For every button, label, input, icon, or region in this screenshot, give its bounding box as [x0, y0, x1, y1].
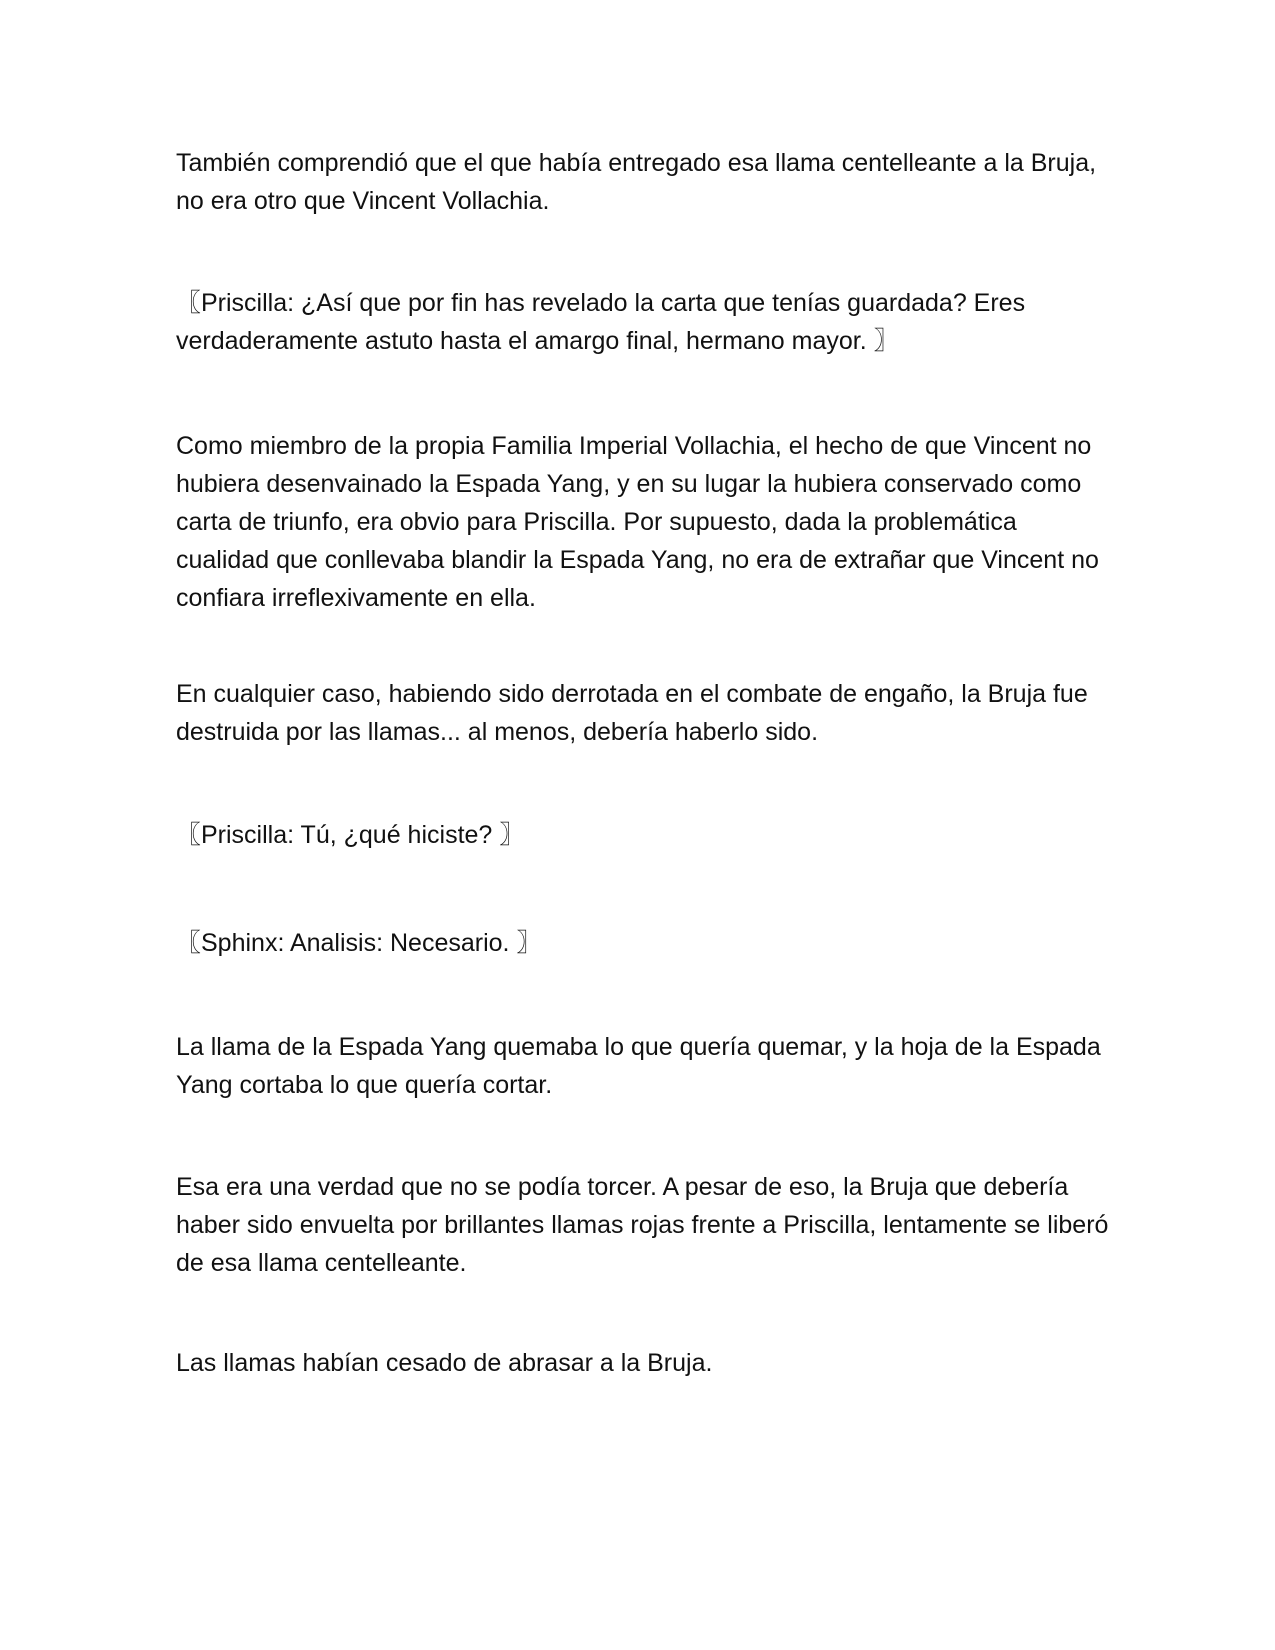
- paragraph-narration-6: Las llamas habían cesado de abrasar a la Bruja.: [176, 1349, 713, 1377]
- paragraph-narration-5: Esa era una verdad que no se podía torcer. A pesar de eso, la Bruja que debería haber sido envuelta por brillantes llamas rojas frente a Priscilla, lentamente se liberó de esa llama centelleante.: [176, 1173, 1109, 1277]
- paragraph-narration-3: En cualquier caso, habiendo sido derrotada en el combate de engaño, la Bruja fue destruida por las llamas... al menos, debería haberlo sido.: [176, 680, 1088, 746]
- paragraph-narration-2: Como miembro de la propia Familia Imperial Vollachia, el hecho de que Vincent no hubiera desenvainado la Espada Yang, y en su lugar la hubiera conservado como carta de triunfo, era obvio para Priscilla. Por supuesto, dada la problemática cualidad que conllevaba blandir la Espada Yang, no era de extrañar que Vincent no confiara irreflexivamente en ella.: [176, 432, 1099, 612]
- paragraph-narration-1: También comprendió que el que había entregado esa llama centelleante a la Bruja, no era otro que Vincent Vollachia.: [176, 149, 1097, 215]
- paragraph-narration-4: La llama de la Espada Yang quemaba lo que quería quemar, y la hoja de la Espada Yang cortaba lo que quería cortar.: [176, 1033, 1101, 1099]
- paragraph-dialogue-priscilla-2: 〖Priscilla: Tú, ¿qué hiciste? 〗: [176, 821, 525, 849]
- paragraph-dialogue-priscilla-1: 〖Priscilla: ¿Así que por fin has revelado la carta que tenías guardada? Eres verdaderamente astuto hasta el amargo final, hermano mayor. 〗: [176, 289, 1026, 355]
- paragraph-dialogue-sphinx: 〖Sphinx: Analisis: Necesario. 〗: [176, 929, 542, 957]
